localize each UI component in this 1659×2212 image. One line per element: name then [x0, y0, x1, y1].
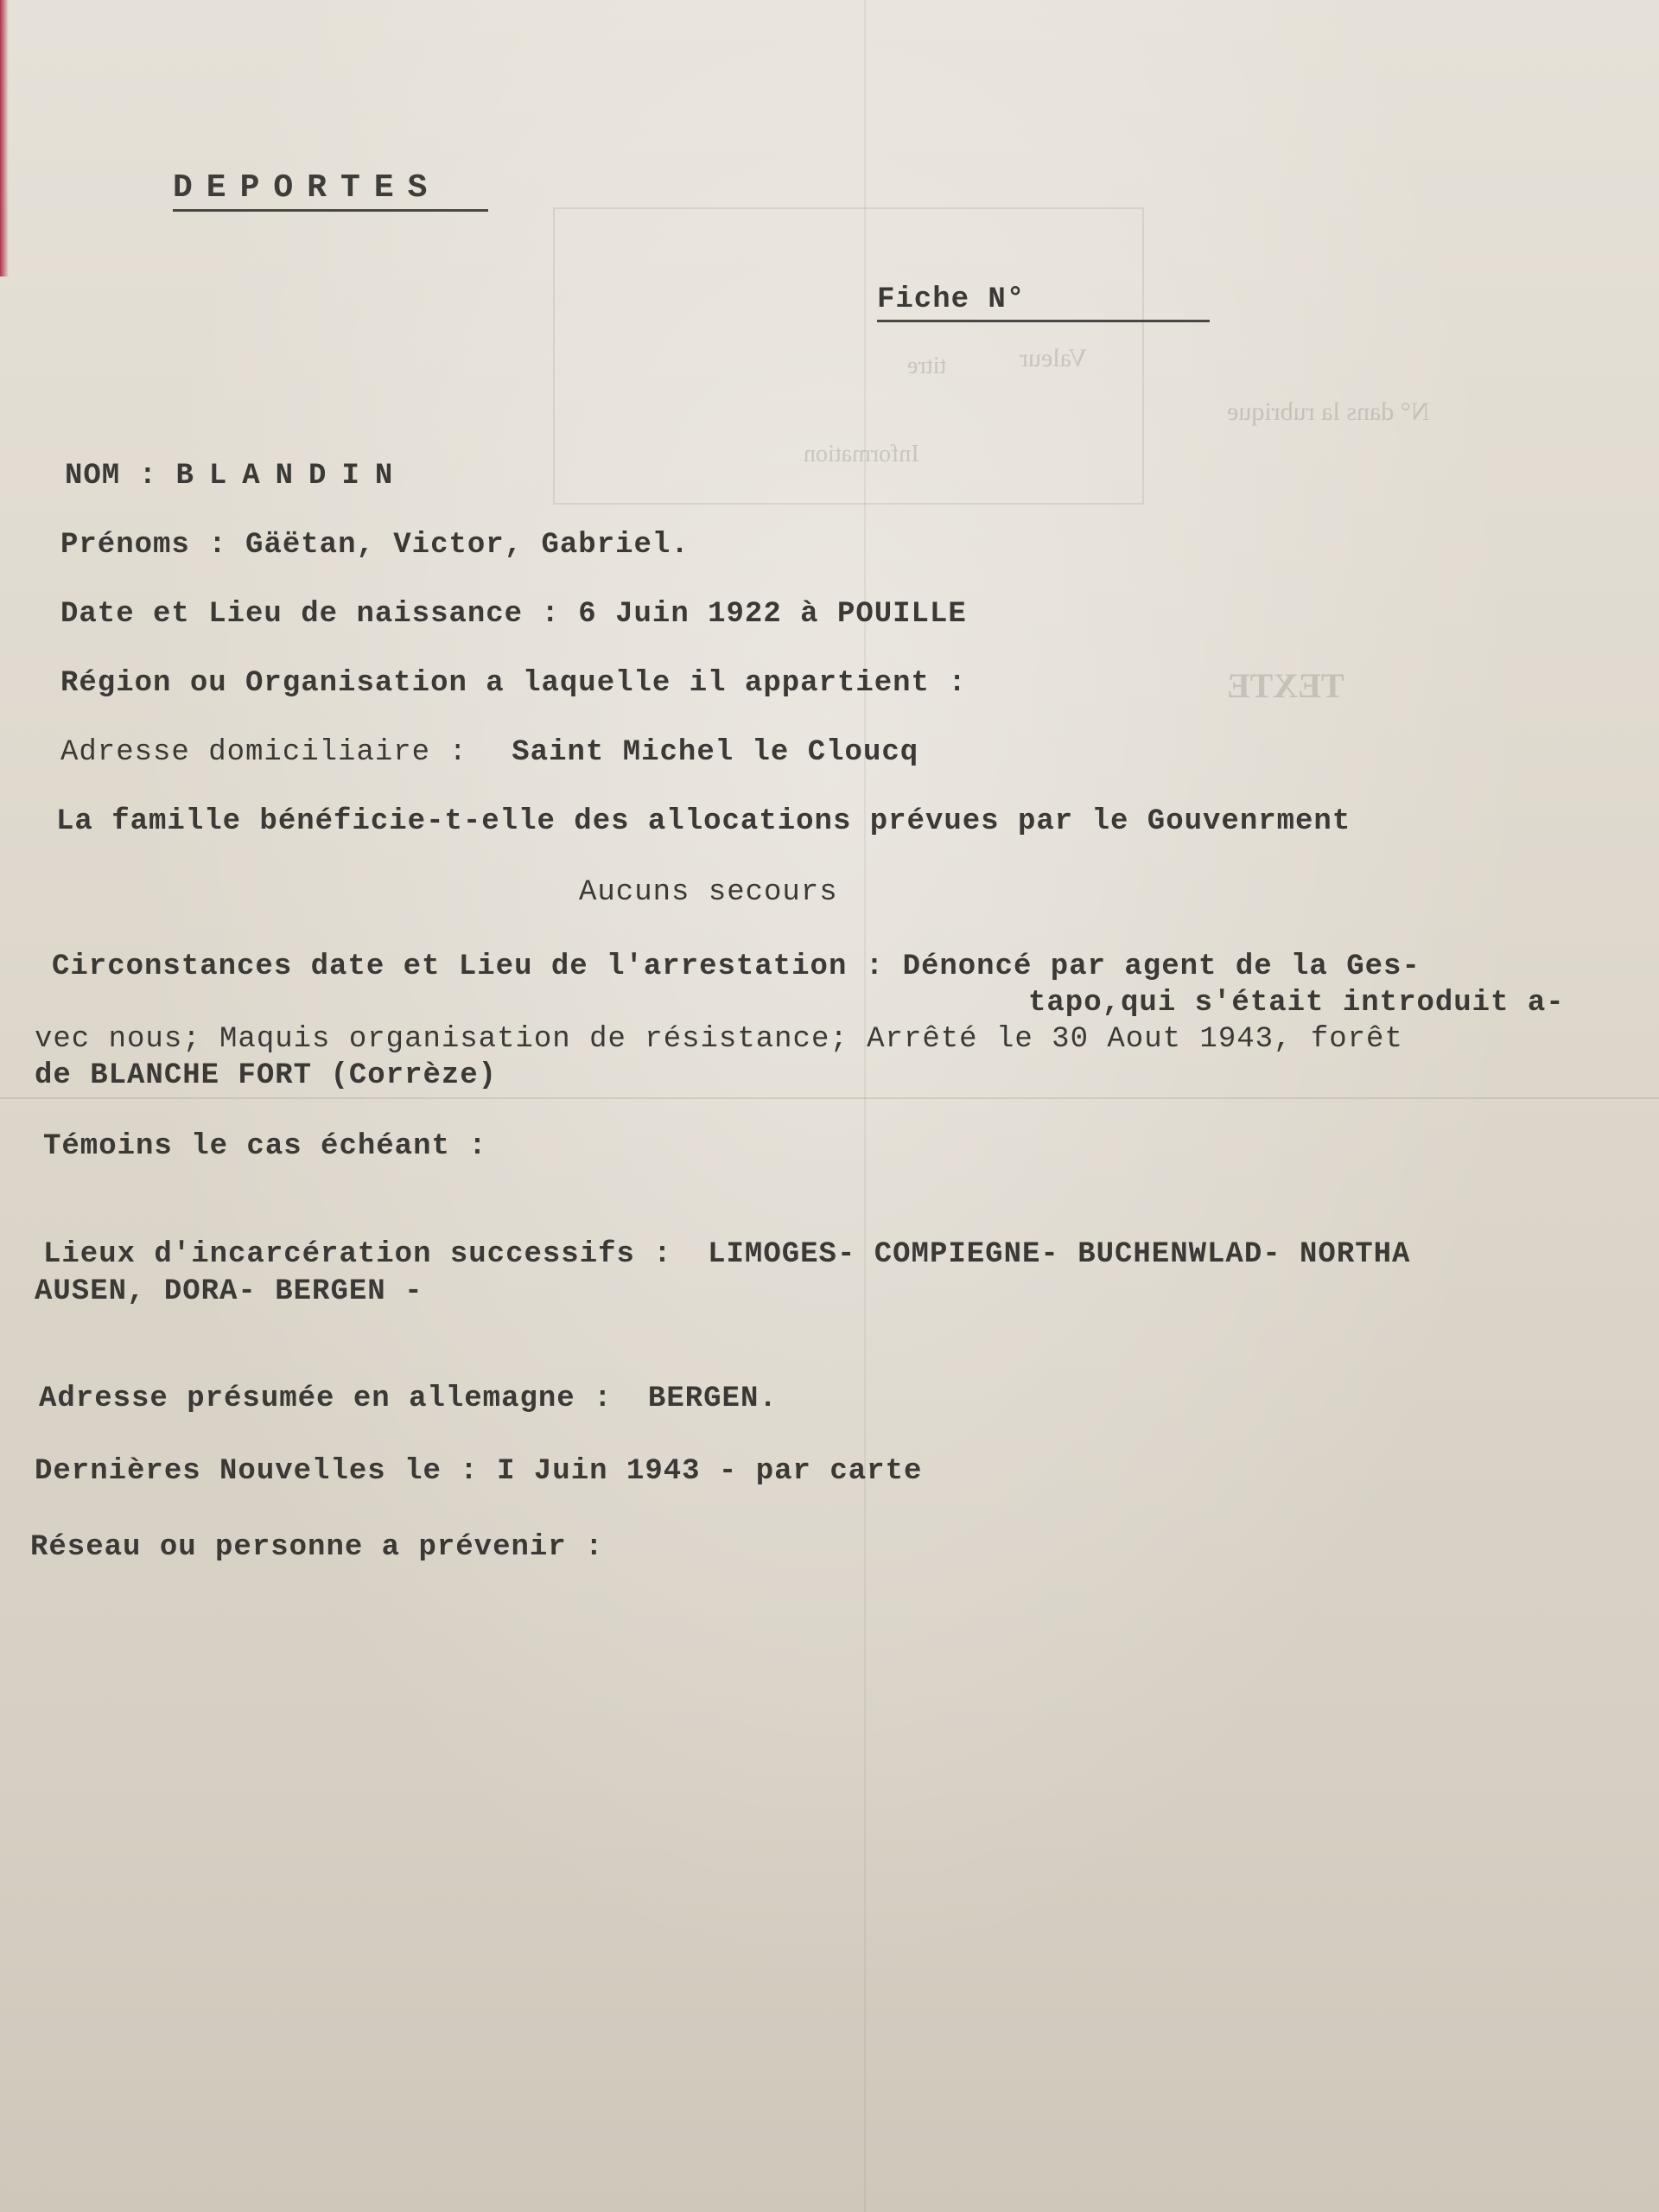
field-temoins: [43, 1130, 487, 1163]
field-value: Gäëtan, Victor, Gabriel.: [245, 529, 690, 562]
fiche-number-label: Fiche N°: [877, 283, 1026, 316]
field-value: I Juin 1943 - par carte: [497, 1455, 923, 1488]
field-region: [60, 667, 967, 700]
field-reseau: [30, 1531, 604, 1564]
field-label: Prénoms :: [60, 529, 227, 562]
field-value: BLANDIN: [175, 460, 409, 493]
field-label: Lieux d'incarcération successifs :: [43, 1238, 672, 1271]
field-label: Région ou Organisation a laquelle il appartient :: [60, 667, 967, 700]
paper-fold: [0, 1097, 1659, 1099]
field-label: Date et Lieu de naissance :: [60, 598, 560, 631]
field-label: Adresse domiciliaire :: [60, 736, 467, 769]
field-label: Dernières Nouvelles le :: [35, 1455, 479, 1488]
field-naissance: [60, 598, 967, 631]
bleed-through-text: Information: [804, 441, 919, 467]
field-label: Témoins le cas échéant :: [43, 1130, 487, 1163]
title-underline: [173, 209, 488, 212]
fiche-number-line: [877, 320, 1210, 322]
field-famille-value: Aucuns secours: [579, 876, 838, 909]
field-value: Dénoncé par agent de la Ges-: [902, 950, 1421, 983]
field-nom: [65, 460, 408, 493]
background-edge: [0, 0, 9, 276]
field-value: LIMOGES- COMPIEGNE- BUCHENWLAD- NORTHA: [708, 1238, 1411, 1271]
field-famille: [56, 805, 1351, 838]
field-label: Circonstances date et Lieu de l'arrestation :: [52, 950, 885, 983]
field-value-continued: vec nous; Maquis organisation de résistance; Arrêté le 30 Aout 1943, forêt: [35, 1023, 1403, 1056]
field-value-continued: de BLANCHE FORT (Corrèze): [35, 1059, 498, 1092]
field-label: NOM :: [65, 460, 158, 493]
field-label: Adresse présumée en allemagne :: [39, 1382, 613, 1415]
field-value-continued: tapo,qui s'était introduit a-: [1028, 987, 1565, 1020]
bleed-through-text: Valeur: [1020, 344, 1088, 372]
field-nouvelles: [35, 1455, 922, 1488]
field-value: BERGEN.: [647, 1382, 778, 1415]
field-value: 6 Juin 1922 à POUILLE: [578, 598, 967, 631]
field-value-continued: AUSEN, DORA- BERGEN -: [35, 1275, 423, 1308]
field-adresse-allemagne: [39, 1382, 778, 1415]
bleed-through-text: titre: [907, 353, 947, 379]
bleed-through-text: TEXTE: [1227, 666, 1344, 705]
document-title: DEPORTES: [173, 169, 442, 207]
field-lieux: [43, 1238, 1410, 1271]
field-label: La famille bénéficie-t-elle des allocations prévues par le Gouvenrment: [56, 805, 1351, 838]
field-prenoms: [60, 529, 690, 562]
field-label: Réseau ou personne a prévenir :: [30, 1531, 604, 1564]
field-value: Saint Michel le Cloucq: [512, 736, 919, 769]
field-adresse: [60, 736, 918, 769]
bleed-through-text: N° dans la rubrique: [1227, 397, 1430, 426]
field-circonstances: [52, 950, 1421, 983]
